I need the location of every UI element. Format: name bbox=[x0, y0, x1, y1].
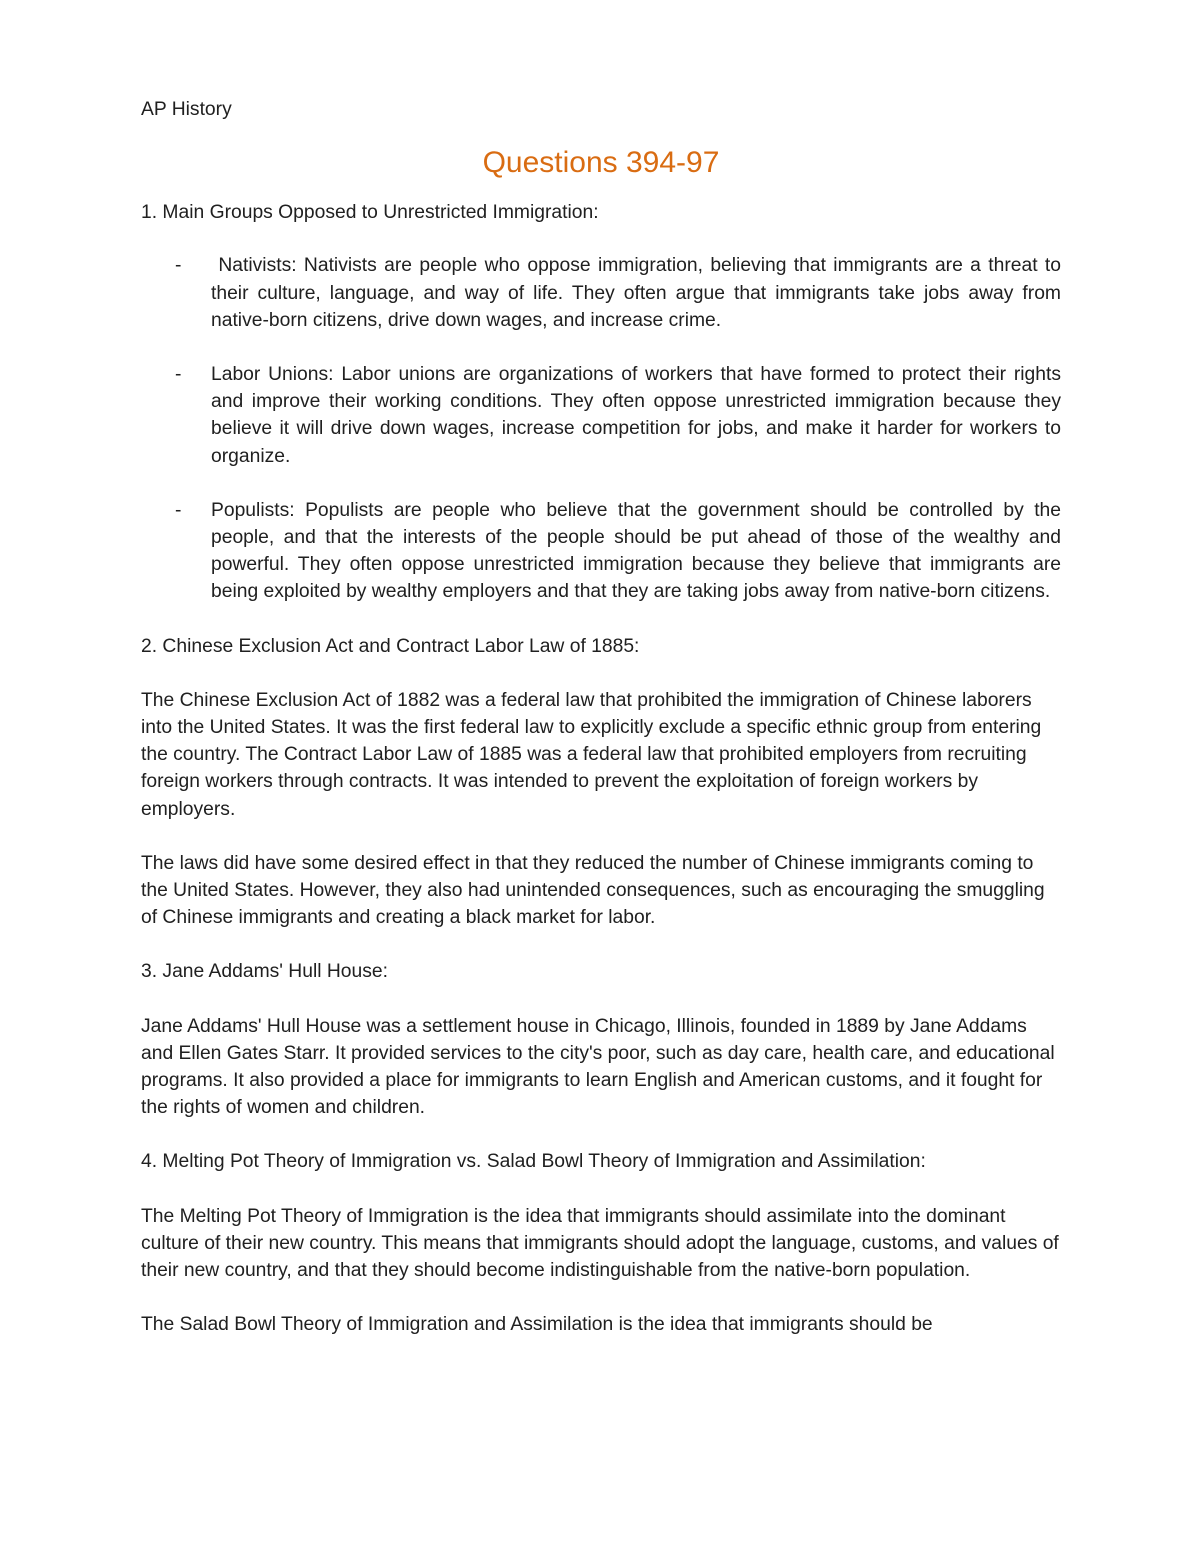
dash-marker: - bbox=[175, 255, 182, 277]
dash-marker: - bbox=[175, 499, 182, 521]
dash-marker: - bbox=[175, 364, 182, 386]
list-item-text: Populists: Populists are people who believe that the government should be controlled by the people, and that the interests of the people should be put ahead of those of the wealthy and powerful. They often oppose unrestricted immigration because they believe that immigrants are being exploited by wealthy employers and that they are taking jobs away from native-born citizens. bbox=[211, 499, 1061, 603]
section-2-heading: 2. Chinese Exclusion Act and Contract Labor Law of 1885: bbox=[141, 635, 640, 657]
section-3-paragraph: Jane Addams' Hull House was a settlement house in Chicago, Illinois, founded in 1889 by Jane Addams and Ellen Gates Starr. It provided services to the city's poor, such as day care, health care, and educational programs. It also provided a place for immigrants to learn English and American customs, and it fought for the rights of women and children. bbox=[141, 1015, 1055, 1119]
document-title: Questions 394-97 bbox=[482, 146, 720, 180]
list-item-text: Labor Unions: Labor unions are organizations of workers that have formed to protect their rights and improve their working conditions. They often oppose unrestricted immigration because they believe it will drive down wages, increase competition for jobs, and make it harder for workers to organize. bbox=[211, 364, 1061, 467]
section-1-heading: 1. Main Groups Opposed to Unrestricted Immigration: bbox=[141, 202, 599, 224]
section-2-paragraph: The Chinese Exclusion Act of 1882 was a federal law that prohibited the immigration of Chinese laborers into the United States. It was the first federal law to explicitly exclude a specific ethnic group from entering the country. The Contract Labor Law of 1885 was a federal law that prohibited employers from recruiting foreign workers through contracts. It was intended to prevent the exploitation of foreign workers by employers. bbox=[141, 689, 1042, 820]
list-item-text: Nativists: Nativists are people who oppose immigration, believing that immigrants are a threat to their culture, language, and way of life. They often argue that immigrants take jobs away from native-born citizens, drive down wages, and increase crime. bbox=[211, 255, 1067, 331]
list-item-labor-unions bbox=[141, 361, 1061, 470]
section-4-paragraph: The Melting Pot Theory of Immigration is the idea that immigrants should assimilate into the dominant culture of their new country. This means that immigrants should adopt the language, customs, and values of their new country, and that they should become indistinguishable from the native-born population. bbox=[141, 1205, 1059, 1282]
document-page bbox=[141, 96, 1067, 1366]
opposition-groups-list bbox=[141, 252, 1067, 605]
list-item-nativists bbox=[141, 252, 1067, 334]
section-4-heading: 4. Melting Pot Theory of Immigration vs. Salad Bowl Theory of Immigration and Assimilation: bbox=[141, 1151, 926, 1173]
section-2-paragraph: The laws did have some desired effect in that they reduced the number of Chinese immigrants coming to the United States. However, they also had unintended consequences, such as encouraging the smuggling of Chinese immigrants and creating a black market for labor. bbox=[141, 852, 1045, 929]
section-4-paragraph: The Salad Bowl Theory of Immigration and Assimilation is the idea that immigrants should be bbox=[141, 1314, 933, 1336]
title-spacer bbox=[141, 183, 1061, 199]
list-item-populists bbox=[141, 497, 1061, 606]
section-3-heading: 3. Jane Addams' Hull House: bbox=[141, 961, 388, 983]
course-label: AP History bbox=[141, 99, 232, 120]
